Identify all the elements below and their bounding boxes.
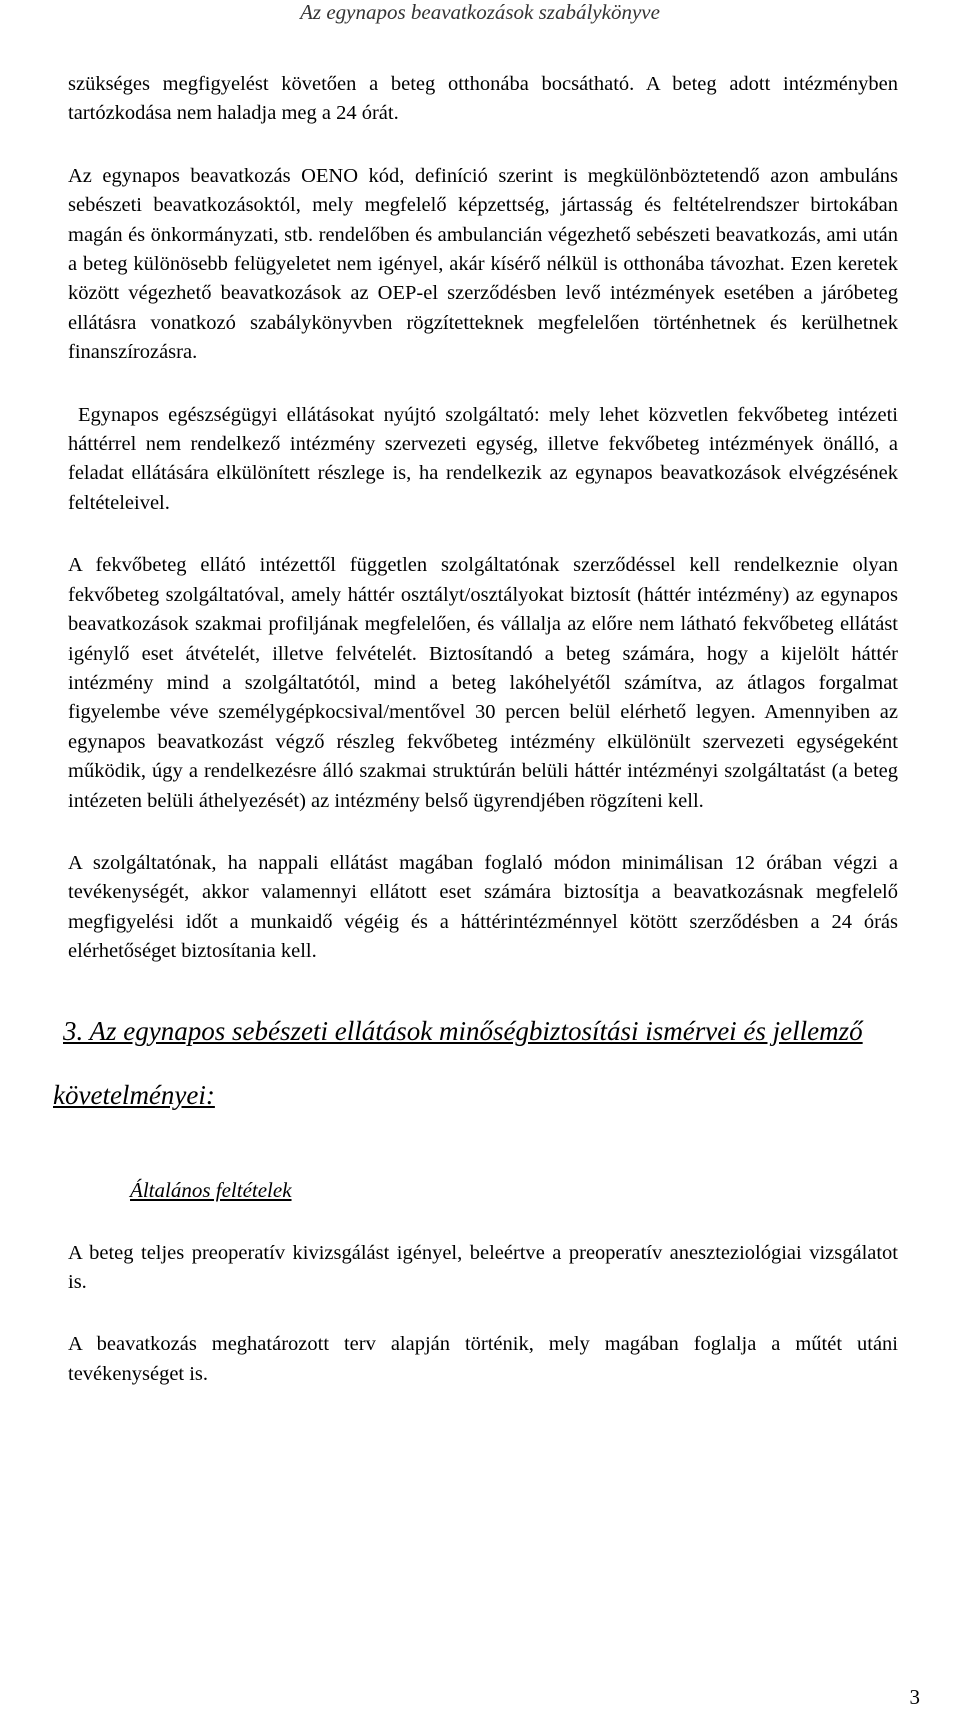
section-heading [53,1007,898,1119]
paragraph-continuation: szükséges megfigyelést követően a beteg otthonába bocsátható. A beteg adott intézményben tartózkodása nem haladja meg a 24 órát. [68,73,898,125]
paragraph-oeno-definition: Az egynapos beavatkozás OENO kód, definíció szerint is megkülönböztetendő azon ambuláns sebészeti beavatkozásoktól, mely megfelelő képzettség, jártasság és feltételrendszer birtokában magán és önkormányzati, stb. rendelőben és ambulancián végezhető sebészeti beavatkozás, ami után a beteg különösebb felügyeletet nem igényel, akár kísérő nélkül is otthonába távozhat. Ezen keretek között végezhető beavatkozások az OEP-el szerződésben levő intézmények esetében a járóbeteg ellátásra vonatkozó szabálykönyvben rögzítetteknek megfelelően történhetnek és kerülhetnek finanszírozásra. [68,164,898,364]
paragraph-provider-definition: Egynapos egészségügyi ellátásokat nyújtó szolgáltató: mely lehet közvetlen fekvőbeteg intézeti háttérrel nem rendelkező intézmény szervezeti egység, illetve fekvőbeteg intézmények önálló, a feladat ellátására elkülönített részlege is, ha rendelkezik az egynapos beavatkozások elvégzésének feltételeivel. [68,403,898,514]
running-header: Az egynapos beavatkozások szabálykönyve [300,0,660,24]
section-heading-line2: követelményei: [53,1079,215,1110]
page-number: 3 [909,1685,920,1709]
subheading-general-conditions: Általános feltételek [130,1177,292,1202]
paragraph-preoperative-exam: A beteg teljes preoperatív kivizsgálást igényel, beleértve a preoperatív aneszteziológiai vizsgálatot is. [68,1241,898,1293]
paragraph-background-institution: A fekvőbeteg ellátó intézettől független szolgáltatónak szerződéssel kell rendelkeznie olyan fekvőbeteg szolgáltatóval, amely háttér osztályt/osztályokat biztosít (háttér intézmény) az egynapos beavatkozások szakmai profiljának megfelelően, és vállalja az előre nem látható fekvőbeteg ellátást igénylő eset átvételét, illetve felvételét. Biztosítandó a beteg számára, hogy a kijelölt háttér intézmény mind a szolgáltatótól, mind a beteg lakóhelyétől számítva, az átlagos forgalmat figyelembe véve személygépkocsival/mentővel 30 percen belül elérhető legyen. Amennyiben az egynapos beavatkozást végző részleg fekvőbeteg intézmény elkülönült szervezeti egységeként működik, úgy a rendelkezésre álló szakmai struktúrán belüli háttér intézményi szolgáltatást (a beteg intézeten belüli áthelyezését) az intézmény belső ügyrendjében rögzíteni kell. [68,554,898,812]
section-heading-line1: 3. Az egynapos sebészeti ellátások minőségbiztosítási ismérvei és jellemző [63,1015,863,1046]
paragraph-observation-time: A szolgáltatónak, ha nappali ellátást magában foglaló módon minimálisan 12 órában végzi a tevékenységét, akkor valamennyi ellátott eset számára biztosítja a beavatkozásnak megfelelő megfigyelési időt a munkaidő végéig és a háttérintézménnyel kötött szerződésben a 24 órás elérhetőséget biztosítania kell. [68,851,898,963]
paragraph-planned-intervention: A beavatkozás meghatározott terv alapján történik, mely magában foglalja a műtét utáni tevékenységet is. [68,1333,898,1385]
document-body [53,70,898,1422]
